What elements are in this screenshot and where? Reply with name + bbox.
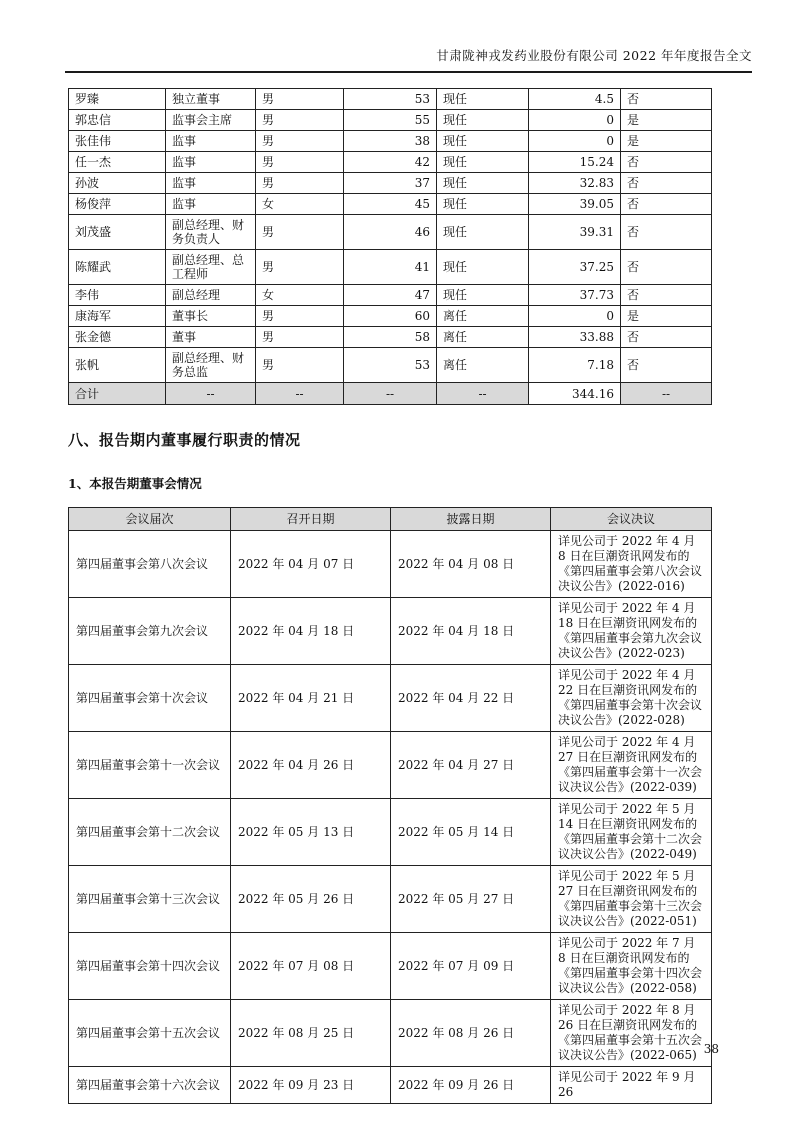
meeting-row [69, 665, 712, 732]
column-header-date: 召开日期 [231, 508, 391, 531]
officer-age: 46 [344, 215, 437, 250]
meeting-date: 2022 年 04 月 21 日 [231, 665, 391, 732]
meeting-session: 第四届董事会第十三次会议 [69, 866, 231, 933]
officer-position: 董事长 [166, 306, 256, 327]
meeting-resolution: 详见公司于 2022 年 5 月 27 日在巨潮资讯网发布的《第四届董事会第十三次会议决议公告》(2022-051) [551, 866, 712, 933]
officer-gender: 女 [256, 285, 344, 306]
column-header-session: 会议届次 [69, 508, 231, 531]
officer-status: 现任 [437, 215, 529, 250]
officer-pay: 15.24 [529, 152, 621, 173]
officer-flag: 否 [621, 348, 712, 383]
officer-flag: 否 [621, 215, 712, 250]
officer-status: 离任 [437, 348, 529, 383]
table-row [69, 89, 712, 110]
table-row [69, 250, 712, 285]
officer-name: 郭忠信 [69, 110, 166, 131]
officer-status: 现任 [437, 173, 529, 194]
meeting-session: 第四届董事会第十次会议 [69, 665, 231, 732]
officer-age: 53 [344, 89, 437, 110]
officer-name: 康海军 [69, 306, 166, 327]
meeting-disclosure: 2022 年 04 月 08 日 [391, 531, 551, 598]
meeting-row [69, 598, 712, 665]
officer-name: 任一杰 [69, 152, 166, 173]
meeting-resolution: 详见公司于 2022 年 4 月 8 日在巨潮资讯网发布的《第四届董事会第八次会议决议公告》(2022-016) [551, 531, 712, 598]
officer-status: 现任 [437, 194, 529, 215]
meeting-disclosure: 2022 年 07 月 09 日 [391, 933, 551, 1000]
meeting-row [69, 1067, 712, 1104]
meeting-disclosure: 2022 年 04 月 18 日 [391, 598, 551, 665]
officer-position: 监事会主席 [166, 110, 256, 131]
officer-name: 孙波 [69, 173, 166, 194]
total-row [69, 383, 712, 405]
total-pay: 344.16 [529, 383, 621, 405]
officer-gender: 男 [256, 306, 344, 327]
officer-age: 37 [344, 173, 437, 194]
officer-pay: 0 [529, 306, 621, 327]
officer-name: 张帆 [69, 348, 166, 383]
table-row [69, 173, 712, 194]
meeting-date: 2022 年 08 月 25 日 [231, 1000, 391, 1067]
table-row [69, 110, 712, 131]
officer-pay: 37.73 [529, 285, 621, 306]
officer-pay: 0 [529, 131, 621, 152]
meeting-disclosure: 2022 年 05 月 27 日 [391, 866, 551, 933]
officer-name: 张金德 [69, 327, 166, 348]
meeting-resolution: 详见公司于 2022 年 5 月 14 日在巨潮资讯网发布的《第四届董事会第十二次会议决议公告》(2022-049) [551, 799, 712, 866]
officer-pay: 7.18 [529, 348, 621, 383]
meeting-resolution: 详见公司于 2022 年 9 月 26 [551, 1067, 712, 1104]
table-row [69, 285, 712, 306]
meeting-resolution: 详见公司于 2022 年 8 月 26 日在巨潮资讯网发布的《第四届董事会第十五次会议决议公告》(2022-065) [551, 1000, 712, 1067]
officer-age: 53 [344, 348, 437, 383]
total-dash: -- [166, 383, 256, 405]
officer-gender: 男 [256, 348, 344, 383]
officer-flag: 否 [621, 250, 712, 285]
sub-heading: 1、本报告期董事会情况 [68, 476, 202, 491]
officer-flag: 否 [621, 89, 712, 110]
officer-flag: 否 [621, 285, 712, 306]
officer-flag: 是 [621, 110, 712, 131]
officer-age: 41 [344, 250, 437, 285]
page-content [68, 88, 711, 1104]
meeting-resolution: 详见公司于 2022 年 4 月 18 日在巨潮资讯网发布的《第四届董事会第九次会议决议公告》(2022-023) [551, 598, 712, 665]
officer-position: 副总经理、财务总监 [166, 348, 256, 383]
meeting-row [69, 933, 712, 1000]
table-row [69, 152, 712, 173]
meeting-session: 第四届董事会第十一次会议 [69, 732, 231, 799]
table-row [69, 327, 712, 348]
officer-flag: 是 [621, 131, 712, 152]
officers-compensation-table [68, 88, 712, 405]
officer-name: 李伟 [69, 285, 166, 306]
officer-status: 现任 [437, 285, 529, 306]
officer-pay: 4.5 [529, 89, 621, 110]
officer-pay: 33.88 [529, 327, 621, 348]
officer-age: 45 [344, 194, 437, 215]
meeting-session: 第四届董事会第十二次会议 [69, 799, 231, 866]
officer-gender: 男 [256, 131, 344, 152]
meeting-date: 2022 年 04 月 07 日 [231, 531, 391, 598]
meeting-disclosure: 2022 年 04 月 22 日 [391, 665, 551, 732]
table-row [69, 131, 712, 152]
meeting-disclosure: 2022 年 05 月 14 日 [391, 799, 551, 866]
officer-gender: 男 [256, 152, 344, 173]
table-row [69, 194, 712, 215]
officer-name: 刘茂盛 [69, 215, 166, 250]
officer-position: 监事 [166, 152, 256, 173]
meeting-row [69, 866, 712, 933]
officer-status: 现任 [437, 250, 529, 285]
officer-age: 55 [344, 110, 437, 131]
officer-flag: 否 [621, 173, 712, 194]
officer-status: 离任 [437, 306, 529, 327]
total-dash: -- [621, 383, 712, 405]
officer-pay: 39.05 [529, 194, 621, 215]
officer-position: 副总经理、总工程师 [166, 250, 256, 285]
meeting-resolution: 详见公司于 2022 年 4 月 27 日在巨潮资讯网发布的《第四届董事会第十一次会议决议公告》(2022-039) [551, 732, 712, 799]
officer-position: 副总经理 [166, 285, 256, 306]
officer-flag: 否 [621, 152, 712, 173]
officer-position: 监事 [166, 194, 256, 215]
officer-gender: 男 [256, 215, 344, 250]
officer-gender: 女 [256, 194, 344, 215]
meeting-session: 第四届董事会第十五次会议 [69, 1000, 231, 1067]
board-meetings-table [68, 507, 712, 1104]
table-row [69, 306, 712, 327]
meetings-header-row [69, 508, 712, 531]
officer-pay: 37.25 [529, 250, 621, 285]
officer-age: 47 [344, 285, 437, 306]
meeting-date: 2022 年 07 月 08 日 [231, 933, 391, 1000]
officer-age: 58 [344, 327, 437, 348]
officer-name: 罗臻 [69, 89, 166, 110]
officer-gender: 男 [256, 89, 344, 110]
meeting-date: 2022 年 09 月 23 日 [231, 1067, 391, 1104]
officer-age: 60 [344, 306, 437, 327]
officer-flag: 否 [621, 327, 712, 348]
meeting-date: 2022 年 05 月 13 日 [231, 799, 391, 866]
officer-status: 现任 [437, 131, 529, 152]
meeting-resolution: 详见公司于 2022 年 7 月 8 日在巨潮资讯网发布的《第四届董事会第十四次会议决议公告》(2022-058) [551, 933, 712, 1000]
officer-status: 现任 [437, 152, 529, 173]
meeting-session: 第四届董事会第九次会议 [69, 598, 231, 665]
meeting-session: 第四届董事会第十六次会议 [69, 1067, 231, 1104]
column-header-disclosure: 披露日期 [391, 508, 551, 531]
meeting-row [69, 732, 712, 799]
meeting-row [69, 1000, 712, 1067]
meeting-session: 第四届董事会第十四次会议 [69, 933, 231, 1000]
section-heading: 八、报告期内董事履行职责的情况 [68, 431, 301, 449]
meeting-disclosure: 2022 年 04 月 27 日 [391, 732, 551, 799]
document-header-title: 甘肃陇神戎发药业股份有限公司 2022 年年度报告全文 [65, 0, 752, 73]
total-dash: -- [437, 383, 529, 405]
column-header-resolution: 会议决议 [551, 508, 712, 531]
officer-gender: 男 [256, 173, 344, 194]
meeting-disclosure: 2022 年 08 月 26 日 [391, 1000, 551, 1067]
total-dash: -- [344, 383, 437, 405]
officer-position: 董事 [166, 327, 256, 348]
officer-status: 离任 [437, 327, 529, 348]
officer-status: 现任 [437, 110, 529, 131]
officer-position: 副总经理、财务负责人 [166, 215, 256, 250]
total-dash: -- [256, 383, 344, 405]
page-number: 38 [703, 1042, 719, 1056]
meeting-row [69, 531, 712, 598]
officer-name: 杨俊萍 [69, 194, 166, 215]
meeting-row [69, 799, 712, 866]
officer-pay: 39.31 [529, 215, 621, 250]
meeting-date: 2022 年 05 月 26 日 [231, 866, 391, 933]
total-label: 合计 [69, 383, 166, 405]
officer-status: 现任 [437, 89, 529, 110]
officer-gender: 男 [256, 110, 344, 131]
officer-flag: 是 [621, 306, 712, 327]
officer-name: 张佳伟 [69, 131, 166, 152]
table-row [69, 348, 712, 383]
officer-flag: 否 [621, 194, 712, 215]
officer-pay: 0 [529, 110, 621, 131]
officer-gender: 男 [256, 250, 344, 285]
meeting-date: 2022 年 04 月 26 日 [231, 732, 391, 799]
officer-name: 陈耀武 [69, 250, 166, 285]
officer-age: 38 [344, 131, 437, 152]
officer-gender: 男 [256, 327, 344, 348]
meeting-date: 2022 年 04 月 18 日 [231, 598, 391, 665]
officer-age: 42 [344, 152, 437, 173]
officer-pay: 32.83 [529, 173, 621, 194]
officer-position: 监事 [166, 173, 256, 194]
meeting-session: 第四届董事会第八次会议 [69, 531, 231, 598]
officer-position: 独立董事 [166, 89, 256, 110]
meeting-disclosure: 2022 年 09 月 26 日 [391, 1067, 551, 1104]
table-row [69, 215, 712, 250]
officer-position: 监事 [166, 131, 256, 152]
meeting-resolution: 详见公司于 2022 年 4 月 22 日在巨潮资讯网发布的《第四届董事会第十次会议决议公告》(2022-028) [551, 665, 712, 732]
